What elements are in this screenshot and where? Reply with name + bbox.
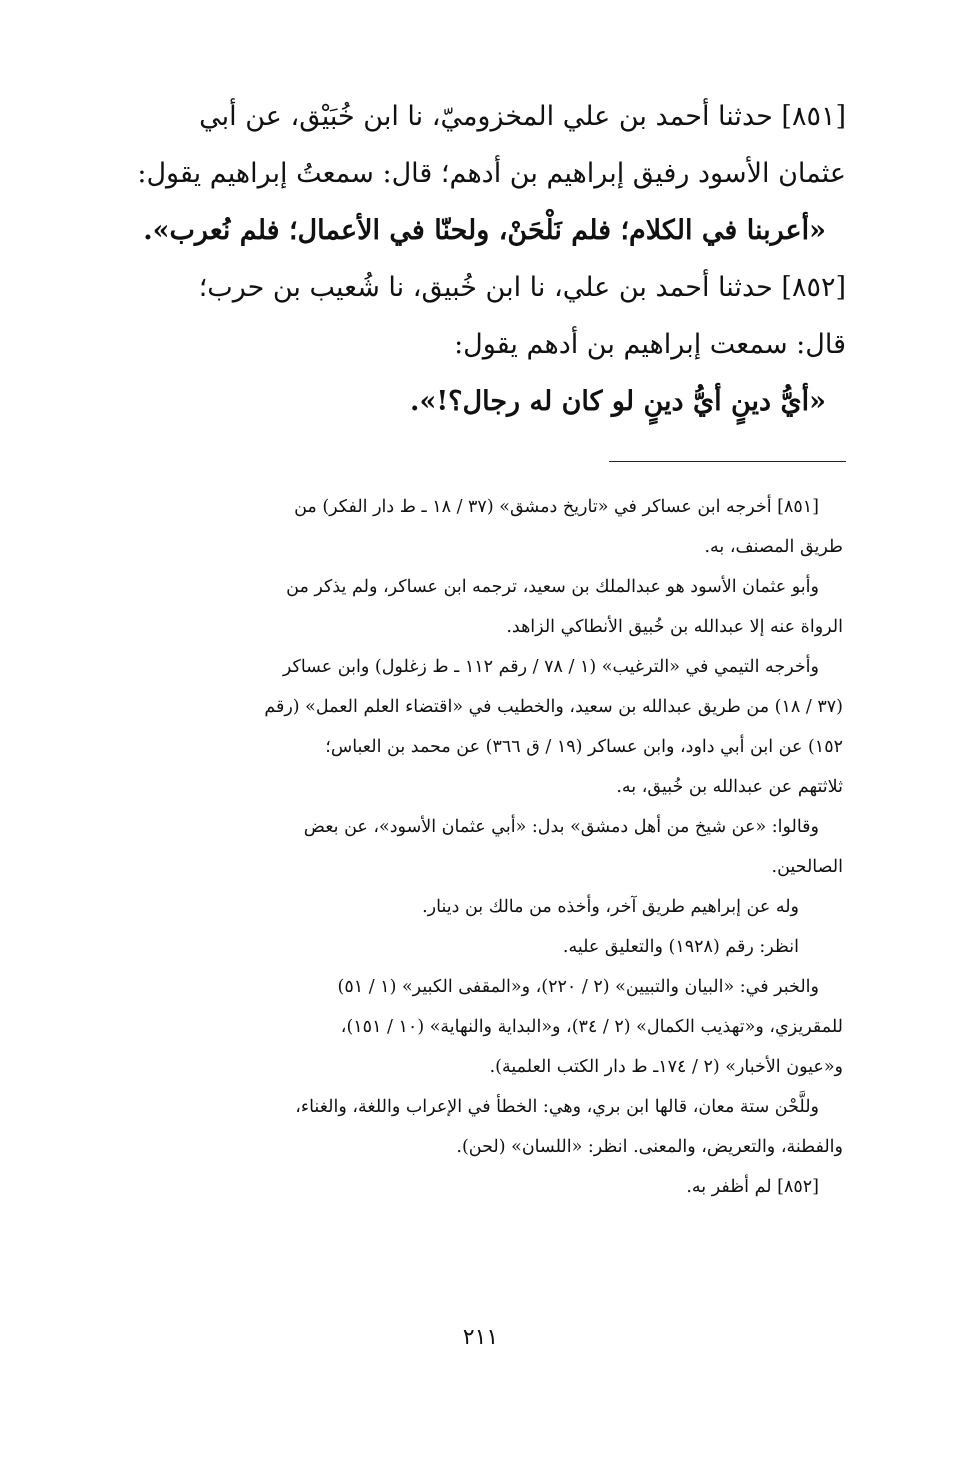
footnote-line: [٨٥١] أخرجه ابن عساكر في «تاريخ دمشق» (٣٧ / ١٨ ـ ط دار الفكر) من (294, 497, 819, 517)
footnote-line: الرواة عنه إلا عبدالله بن خُبيق الأنطاكي الزاهد. (506, 617, 843, 637)
hadith-852-quote: «أيُّ دينٍ أيُّ دينٍ لو كان له رجال؟!». (410, 386, 826, 417)
hadith-851-line-2: عثمان الأسود رفيق إبراهيم بن أدهم؛ قال: سمعتُ إبراهيم يقول: (137, 158, 846, 189)
main-text-block (106, 88, 846, 430)
hadith-852-line-1: [٨٥٢] حدثنا أحمد بن علي، نا ابن خُبيق، نا شُعيب بن حرب؛ (198, 272, 846, 303)
footnotes-block (123, 487, 843, 1207)
footnote-divider (609, 461, 846, 462)
hadith-852-line-2: قال: سمعت إبراهيم بن أدهم يقول: (454, 329, 846, 360)
footnote-line: ١٥٢) عن ابن أبي داود، وابن عساكر (١٩ / ق ٣٦٦) عن محمد بن العباس؛ (325, 737, 843, 757)
footnote-line: وله عن إبراهيم طريق آخر، وأخذه من مالك بن دينار. (422, 897, 799, 917)
footnote-line: والفطنة، والتعريض، والمعنى. انظر: «اللسان» (لحن). (456, 1137, 843, 1157)
page-number: ٢١١ (462, 1325, 499, 1350)
footnote-line: انظر: رقم (١٩٢٨) والتعليق عليه. (562, 937, 799, 957)
hadith-851-line-1: [٨٥١] حدثنا أحمد بن علي المخزوميّ، نا ابن خُبَيْق، عن أبي (199, 101, 846, 132)
footnote-line: و«عيون الأخبار» (٢ / ١٧٤ـ ط دار الكتب العلمية). (489, 1057, 843, 1077)
footnote-line: (٣٧ / ١٨) من طريق عبدالله بن سعيد، والخطيب في «اقتضاء العلم العمل» (رقم (264, 697, 843, 717)
footnote-line: والخبر في: «البيان والتبيين» (٢ / ٢٢٠)، و«المقفى الكبير» (١ / ٥١) (337, 977, 819, 997)
footnote-line: وقالوا: «عن شيخ من أهل دمشق» بدل: «أبي عثمان الأسود»، عن بعض (303, 817, 819, 837)
footnote-line: وأخرجه التيمي في «الترغيب» (١ / ٧٨ / رقم ١١٢ ـ ط زغلول) وابن عساكر (282, 657, 819, 677)
footnote-line: [٨٥٢] لم أظفر به. (686, 1177, 819, 1197)
footnote-line: للمقريزي، و«تهذيب الكمال» (٢ / ٣٤)، و«البداية والنهاية» (١٠ / ١٥١)، (340, 1017, 843, 1037)
footnote-line: ثلاثتهم عن عبدالله بن خُبيق، به. (616, 777, 843, 797)
footnote-line: وأبو عثمان الأسود هو عبدالملك بن سعيد، ترجمه ابن عساكر، ولم يذكر من (286, 577, 819, 597)
footnote-line: طريق المصنف، به. (704, 537, 843, 557)
footnote-line: الصالحين. (771, 857, 843, 877)
hadith-851-quote: «أعربنا في الكلام؛ فلم نَلْحَنْ، ولحنّا في الأعمال؛ فلم نُعرب». (143, 215, 826, 246)
footnote-line: وللَّحْن ستة معان، قالها ابن بري، وهي: الخطأ في الإعراب واللغة، والغناء، (295, 1097, 819, 1117)
